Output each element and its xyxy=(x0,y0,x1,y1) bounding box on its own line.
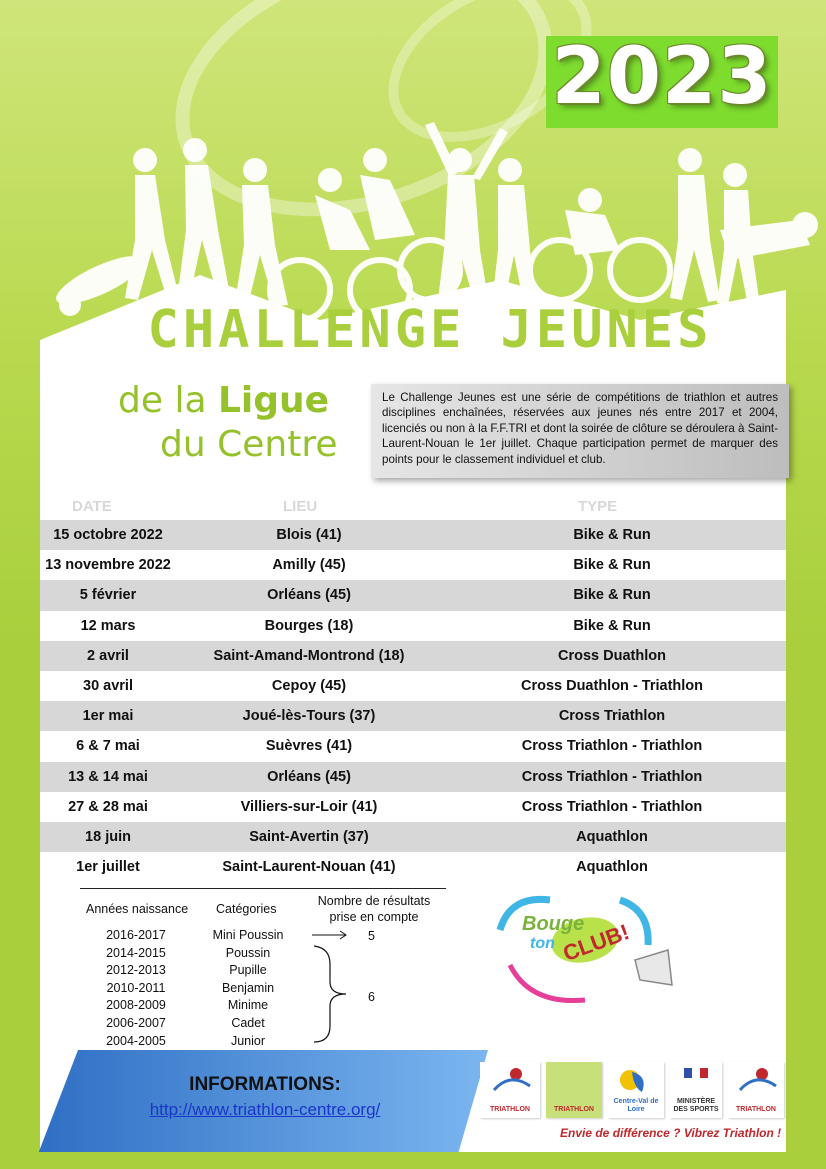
table-row xyxy=(40,520,786,550)
row-date: 30 avril xyxy=(83,677,133,694)
table-row xyxy=(40,762,786,792)
legend-category: Cadet xyxy=(231,1015,265,1030)
row-date: 5 février xyxy=(79,587,137,604)
table-headers xyxy=(0,498,826,518)
bouge-ton-club-logo xyxy=(490,890,680,1020)
row-lieu: Saint-Amand-Montrond (18) xyxy=(213,647,405,664)
row-lieu: Orléans (45) xyxy=(267,587,351,604)
row-lieu: Cepoy (45) xyxy=(271,677,347,694)
row-type: Cross Triathlon - Triathlon xyxy=(521,768,703,785)
legend-year: 2004-2005 xyxy=(106,1033,166,1048)
legend-header-count-line1: Nombre de résultats xyxy=(317,894,431,908)
row-lieu: Saint-Avertin (37) xyxy=(249,828,369,845)
legend-header-years: Années naissance xyxy=(86,902,189,916)
info-title: INFORMATIONS: xyxy=(189,1074,341,1095)
table-row xyxy=(40,701,786,731)
legend-categories-list xyxy=(202,927,294,1050)
legend-category: Minime xyxy=(227,998,269,1013)
table-row xyxy=(40,671,786,701)
legend-count-mini: 5 xyxy=(368,929,375,943)
row-type: Cross Duathlon - Triathlon xyxy=(520,677,704,694)
row-lieu: Blois (41) xyxy=(276,527,342,543)
legend-years-list xyxy=(96,927,176,1050)
row-date: 1er mai xyxy=(82,708,134,725)
subtitle-line2: du Centre xyxy=(160,424,338,465)
table-row xyxy=(40,580,786,610)
legend-category: Pupille xyxy=(229,963,267,978)
table-row xyxy=(40,731,786,761)
table-row xyxy=(40,852,786,882)
region-icon xyxy=(608,1062,664,1098)
federation-triathlon-logo xyxy=(728,1062,784,1118)
row-date: 27 & 28 mai xyxy=(68,798,148,815)
logo-text: TRIATHLON xyxy=(554,1106,594,1113)
badge-text-bouge: Bouge xyxy=(522,913,585,935)
legend-year: 2008-2009 xyxy=(106,998,166,1013)
row-type: Cross Triathlon xyxy=(558,708,666,725)
badge-text-ton: ton xyxy=(530,935,555,952)
table-row xyxy=(40,792,786,822)
row-type: Aquathlon xyxy=(576,828,648,845)
row-date: 13 novembre 2022 xyxy=(45,557,171,574)
row-lieu: Amilly (45) xyxy=(272,557,346,574)
logo-text: TRIATHLON xyxy=(490,1106,530,1113)
row-lieu: Saint-Laurent-Nouan (41) xyxy=(222,859,396,876)
legend-year: 2016-2017 xyxy=(106,928,166,942)
slogan: Envie de différence ? Vibrez Triathlon ! xyxy=(560,1126,782,1140)
challenge-title: CHALLENGE JEUNES xyxy=(147,300,713,360)
legend-year: 2006-2007 xyxy=(106,1015,166,1030)
row-date: 18 juin xyxy=(85,828,131,845)
row-lieu: Suèvres (41) xyxy=(265,738,353,755)
legend-divider-top xyxy=(80,888,446,889)
header-type: TYPE xyxy=(578,498,618,515)
row-lieu: Orléans (45) xyxy=(267,768,351,785)
french-flag-icon xyxy=(670,1062,722,1082)
legend-header-count-line2: prise en compte xyxy=(329,910,419,924)
logo-text: Centre-Val de Loire xyxy=(613,1098,659,1113)
row-type: Bike & Run xyxy=(573,557,651,574)
row-date: 15 octobre 2022 xyxy=(53,527,163,543)
row-type: Bike & Run xyxy=(573,617,651,634)
badge-text-club: CLUB! xyxy=(559,919,633,967)
challenge-jeunes-logo xyxy=(546,1062,602,1118)
row-type: Cross Duathlon xyxy=(558,647,666,664)
row-date: 6 & 7 mai xyxy=(76,738,140,755)
legend-header-categories: Catégories xyxy=(216,902,277,916)
logo-text: TRIATHLON xyxy=(736,1106,776,1113)
triathlon-figure-icon xyxy=(480,1062,540,1098)
triathlon-figure-icon xyxy=(728,1062,784,1098)
table-row xyxy=(40,641,786,671)
bottom-strip xyxy=(0,1152,826,1169)
partner-logos xyxy=(478,1062,788,1122)
row-date: 1er juillet xyxy=(76,859,140,876)
legend-year: 2010-2011 xyxy=(106,980,166,995)
ligue-triathlon-logo xyxy=(480,1062,540,1118)
logo-text: MINISTÈRE DES SPORTS xyxy=(673,1098,719,1113)
row-date: 12 mars xyxy=(80,617,136,634)
legend-year: 2012-2013 xyxy=(106,963,166,978)
legend-count-others: 6 xyxy=(368,990,375,1004)
row-type: Cross Triathlon - Triathlon xyxy=(521,798,703,815)
row-date: 13 & 14 mai xyxy=(68,768,148,785)
row-type: Aquathlon xyxy=(576,859,648,876)
row-lieu: Villiers-sur-Loir (41) xyxy=(240,798,378,815)
legend-category: Mini Poussin xyxy=(212,928,284,942)
row-type: Cross Triathlon - Triathlon xyxy=(521,738,703,755)
legend-year: 2014-2015 xyxy=(106,945,166,960)
row-type: Bike & Run xyxy=(573,587,651,604)
row-type: Bike & Run xyxy=(573,527,651,543)
header-lieu: LIEU xyxy=(283,498,318,515)
table-row xyxy=(40,550,786,580)
intro-text: Le Challenge Jeunes est une série de compétitions de triathlon et autres disciplines enchaînées, réservées aux jeunes nés entre 2017 et 2004, licenciés ou non à la F.F.TRI et dont la soirée de clôture se déroulera à Saint-Laurent-Nouan le 1er juillet. Chaque participation permet de marquer des points pour le classement individuel et club. xyxy=(382,391,778,466)
year-title: 2023 xyxy=(551,32,773,122)
ministere-sports-logo xyxy=(670,1062,722,1118)
schedule-table xyxy=(40,520,786,882)
subtitle-line1: de la Ligue xyxy=(118,380,330,421)
legend-category: Poussin xyxy=(225,945,271,960)
info-link[interactable]: http://www.triathlon-centre.org/ xyxy=(149,1100,381,1119)
row-lieu: Joué-lès-Tours (37) xyxy=(242,708,376,725)
centre-val-de-loire-logo xyxy=(608,1062,664,1118)
legend-category: Junior xyxy=(230,1033,266,1048)
table-row xyxy=(40,611,786,641)
legend-category: Benjamin xyxy=(221,980,275,995)
table-row xyxy=(40,822,786,852)
legend-header-count xyxy=(312,893,436,925)
header-date: DATE xyxy=(72,498,112,515)
row-date: 2 avril xyxy=(87,647,129,664)
row-lieu: Bourges (18) xyxy=(264,617,354,634)
